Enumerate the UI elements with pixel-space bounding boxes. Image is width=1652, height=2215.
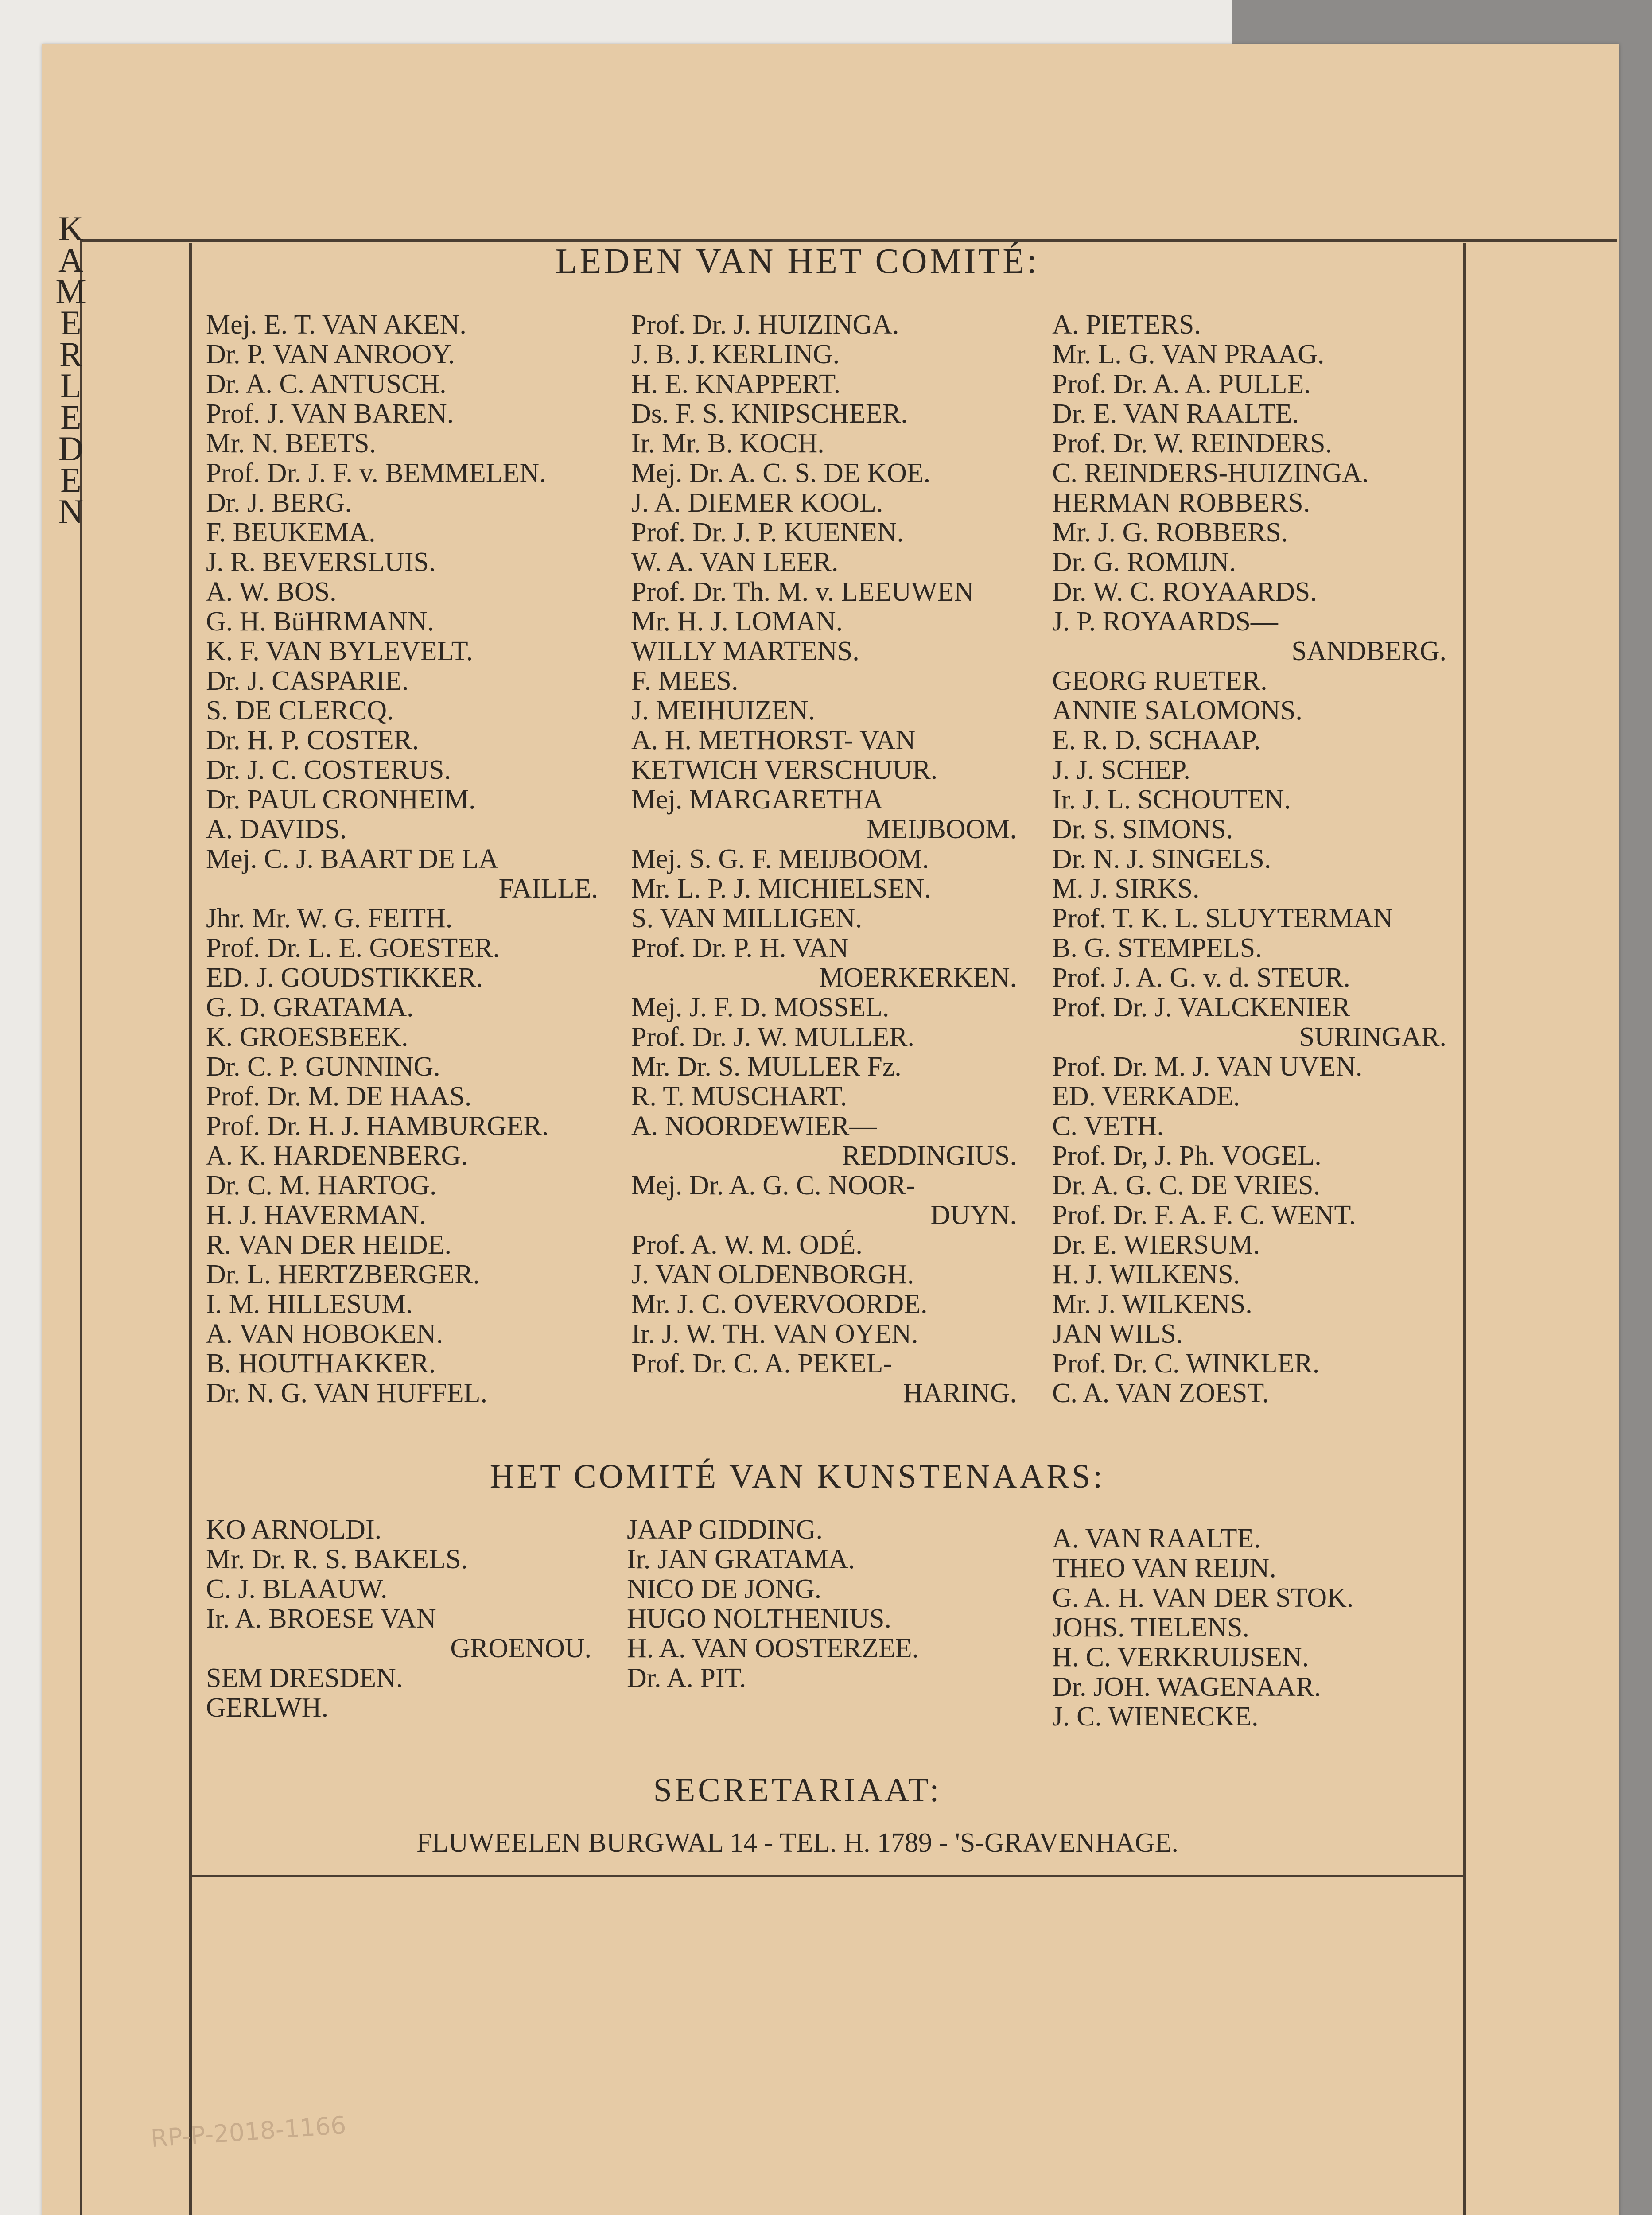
artists-col-2 [627,1515,1012,1693]
name-entry: Prof. Dr. F. A. F. C. WENT. [1052,1200,1356,1230]
name-entry: DUYN. [930,1200,1017,1230]
name-entry: C. J. BLAAUW. [206,1574,388,1604]
name-entry: Dr. A. G. C. DE VRIES. [1052,1170,1321,1201]
side-label-letter: K [58,209,84,248]
name-entry: Prof. Dr. C. WINKLER. [1052,1348,1320,1379]
name-entry: K. F. VAN BYLEVELT. [206,636,473,666]
name-entry: ED. J. GOUDSTIKKER. [206,963,483,993]
name-entry: Prof. Dr. J. HUIZINGA. [631,310,899,340]
name-entry: Mr. J. WILKENS. [1052,1289,1252,1319]
name-entry: GROENOU. [450,1633,591,1663]
side-label-letter: A [58,241,84,279]
name-entry: A. W. BOS. [206,577,337,607]
name-entry: MOERKERKEN. [819,963,1017,993]
side-label-letter: E [60,398,82,436]
name-entry: R. VAN DER HEIDE. [206,1230,452,1260]
name-entry: Mej. J. F. D. MOSSEL. [631,992,890,1022]
committee-col-2 [631,310,1017,1408]
name-entry: Mr. H. J. LOMAN. [631,606,843,637]
name-entry: Dr. C. M. HARTOG. [206,1170,437,1201]
name-entry: Prof. A. W. M. ODÉ. [631,1230,863,1260]
name-entry: JAAP GIDDING. [627,1515,823,1545]
name-entry: REDDINGIUS. [842,1141,1017,1171]
name-entry: Mr. Dr. S. MULLER Fz. [631,1052,902,1082]
name-entry: R. T. MUSCHART. [631,1081,847,1111]
name-entry: Mej. MARGARETHA [631,785,883,815]
name-entry: JOHS. TIELENS. [1052,1613,1249,1643]
name-entry: Mr. Dr. R. S. BAKELS. [206,1544,468,1574]
name-entry: Mej. S. G. F. MEIJBOOM. [631,844,929,874]
name-entry: A. VAN HOBOKEN. [206,1319,443,1349]
name-entry: Dr. A. PIT. [627,1663,746,1693]
side-label-letter: E [60,461,82,499]
name-entry: G. A. H. VAN DER STOK. [1052,1583,1354,1613]
name-entry: Prof. Dr, J. Ph. VOGEL. [1052,1141,1322,1171]
inner-right-border [1463,243,1466,2215]
name-entry: ED. VERKADE. [1052,1081,1240,1111]
name-entry: Dr. G. ROMIJN. [1052,547,1236,577]
name-entry: Prof. Dr. J. F. v. BEMMELEN. [206,458,546,488]
name-entry: Prof. Dr. M. DE HAAS. [206,1081,472,1111]
name-entry: HUGO NOLTHENIUS. [627,1604,892,1634]
name-entry: SURINGAR. [1299,1022,1446,1052]
name-entry: Mej. E. T. VAN AKEN. [206,310,466,340]
name-entry: Prof. Dr. C. A. PEKEL- [631,1348,892,1379]
name-entry: Mr. J. G. ROBBERS. [1052,517,1288,548]
name-entry: Prof. Dr. H. J. HAMBURGER. [206,1111,549,1141]
name-entry: Dr. L. HERTZBERGER. [206,1259,480,1290]
name-entry: J. A. DIEMER KOOL. [631,488,883,518]
name-entry: Prof. J. VAN BAREN. [206,399,454,429]
name-entry: C. REINDERS-HUIZINGA. [1052,458,1369,488]
name-entry: Dr. N. G. VAN HUFFEL. [206,1378,488,1408]
name-entry: F. BEUKEMA. [206,517,376,548]
name-entry: Dr. JOH. WAGENAAR. [1052,1672,1321,1702]
side-label-letter: R [59,335,82,373]
artists-col-1 [206,1515,591,1723]
name-entry: Dr. W. C. ROYAARDS. [1052,577,1317,607]
name-entry: Mr. L. G. VAN PRAAG. [1052,339,1325,369]
name-entry: HARING. [903,1378,1017,1408]
name-entry: G. H. BüHRMANN. [206,606,434,637]
name-entry: W. A. VAN LEER. [631,547,839,577]
name-entry: KETWICH VERSCHUUR. [631,755,938,785]
name-entry: Dr. A. C. ANTUSCH. [206,369,447,399]
name-entry: Prof. Dr. J. P. KUENEN. [631,517,904,548]
name-entry: Mr. L. P. J. MICHIELSEN. [631,874,931,904]
name-entry: M. J. SIRKS. [1052,874,1200,904]
side-label-letter: N [58,492,84,531]
name-entry: Prof. Dr. M. J. VAN UVEN. [1052,1052,1363,1082]
name-entry: FAILLE. [498,874,598,904]
name-entry: H. J. WILKENS. [1052,1259,1240,1290]
name-entry: KO ARNOLDI. [206,1515,382,1545]
name-entry: C. VETH. [1052,1111,1164,1141]
name-entry: A. K. HARDENBERG. [206,1141,468,1171]
name-entry: Mr. N. BEETS. [206,428,377,459]
name-entry: S. VAN MILLIGEN. [631,903,863,933]
name-entry: Dr. PAUL CRONHEIM. [206,785,476,815]
name-entry: A. PIETERS. [1052,310,1201,340]
left-border [80,239,82,2215]
name-entry: Dr. E. WIERSUM. [1052,1230,1260,1260]
name-entry: Mej. C. J. BAART DE LA [206,844,498,874]
inventory-stamp: RP-P-2018-1166 [150,2110,347,2153]
name-entry: G. D. GRATAMA. [206,992,414,1022]
name-entry: Ir. J. W. TH. VAN OYEN. [631,1319,918,1349]
name-entry: H. A. VAN OOSTERZEE. [627,1633,919,1663]
name-entry: Dr. N. J. SINGELS. [1052,844,1271,874]
name-entry: F. MEES. [631,666,739,696]
side-label-text [55,209,86,531]
name-entry: Dr. H. P. COSTER. [206,725,419,755]
name-entry: Prof. Dr. W. REINDERS. [1052,428,1333,459]
name-entry: ANNIE SALOMONS. [1052,696,1302,726]
name-entry: Prof. Dr. J. VALCKENIER [1052,992,1350,1022]
name-entry: Dr. J. CASPARIE. [206,666,409,696]
name-entry: J. R. BEVERSLUIS. [206,547,436,577]
name-entry: Dr. J. C. COSTERUS. [206,755,451,785]
name-entry: Prof. Dr. L. E. GOESTER. [206,933,500,963]
name-entry: E. R. D. SCHAAP. [1052,725,1261,755]
name-entry: Ir. J. L. SCHOUTEN. [1052,785,1291,815]
side-label-letter: M [55,272,86,311]
name-entry: J. B. J. KERLING. [631,339,840,369]
name-entry: H. C. VERKRUIJSEN. [1052,1642,1309,1672]
committee-col-3 [1052,310,1446,1408]
name-entry: Dr. J. BERG. [206,488,352,518]
name-entry: B. HOUTHAKKER. [206,1348,436,1379]
committee-title: LEDEN VAN HET COMITÉ: [555,242,1040,281]
name-entry: A. VAN RAALTE. [1052,1523,1261,1554]
artists-title: HET COMITÉ VAN KUNSTENAARS: [490,1458,1105,1495]
name-entry: Prof. Dr. P. H. VAN [631,933,849,963]
name-entry: I. M. HILLESUM. [206,1289,413,1319]
name-entry: SEM DRESDEN. [206,1663,403,1693]
name-entry: K. GROESBEEK. [206,1022,408,1052]
name-entry: J. C. WIENECKE. [1052,1702,1259,1732]
name-entry: Mej. Dr. A. G. C. NOOR- [631,1170,915,1201]
name-entry: THEO VAN REIJN. [1052,1553,1276,1583]
name-entry: A. H. METHORST- VAN [631,725,916,755]
name-entry: Prof. J. A. G. v. d. STEUR. [1052,963,1350,993]
name-entry: NICO DE JONG. [627,1574,822,1604]
name-entry: Prof. T. K. L. SLUYTERMAN [1052,903,1393,933]
name-entry: Mr. J. C. OVERVOORDE. [631,1289,928,1319]
name-entry: H. J. HAVERMAN. [206,1200,426,1230]
side-label-letter: L [60,366,82,405]
name-entry: GERLWH. [206,1693,329,1723]
side-label-kamerleden [44,209,97,531]
name-entry: Prof. Dr. A. A. PULLE. [1052,369,1311,399]
name-entry: J. J. SCHEP. [1052,755,1190,785]
side-label-letter: E [60,303,82,342]
name-entry: B. G. STEMPELS. [1052,933,1262,963]
name-entry: Dr. C. P. GUNNING. [206,1052,440,1082]
name-entry: WILLY MARTENS. [631,636,859,666]
name-entry: Dr. P. VAN ANROOY. [206,339,455,369]
name-entry: A. NOORDEWIER— [631,1111,877,1141]
artists-col-3 [1052,1524,1438,1732]
name-entry: SANDBERG. [1291,636,1446,666]
name-entry: Prof. Dr. Th. M. v. LEEUWEN [631,577,974,607]
name-entry: GEORG RUETER. [1052,666,1267,696]
name-entry: Ir. A. BROESE VAN [206,1604,436,1634]
name-entry: Ir. Mr. B. KOCH. [631,428,824,459]
name-entry: Ds. F. S. KNIPSCHEER. [631,399,908,429]
name-entry: JAN WILS. [1052,1319,1183,1349]
name-entry: MEIJBOOM. [866,814,1017,844]
lower-rule [189,1875,1466,1877]
name-entry: Ir. JAN GRATAMA. [627,1544,855,1574]
name-entry: C. A. VAN ZOEST. [1052,1378,1269,1408]
name-entry: J. P. ROYAARDS— [1052,606,1278,637]
name-entry: Prof. Dr. J. W. MULLER. [631,1022,914,1052]
name-entry: A. DAVIDS. [206,814,347,844]
secretariat-title: SECRETARIAAT: [653,1772,942,1809]
name-entry: Dr. S. SIMONS. [1052,814,1233,844]
name-entry: Dr. E. VAN RAALTE. [1052,399,1299,429]
name-entry: H. E. KNAPPERT. [631,369,841,399]
side-label-letter: D [58,429,84,468]
inner-left-border [189,243,192,2215]
committee-col-1 [206,310,598,1408]
name-entry: Jhr. Mr. W. G. FEITH. [206,903,453,933]
name-entry: S. DE CLERCQ. [206,696,394,726]
name-entry: J. MEIHUIZEN. [631,696,815,726]
name-entry: Mej. Dr. A. C. S. DE KOE. [631,458,931,488]
name-entry: HERMAN ROBBERS. [1052,488,1310,518]
secretariat-address: FLUWEELEN BURGWAL 14 - TEL. H. 1789 - 'S-GRAVENHAGE. [416,1828,1179,1858]
name-entry: J. VAN OLDENBORGH. [631,1259,914,1290]
